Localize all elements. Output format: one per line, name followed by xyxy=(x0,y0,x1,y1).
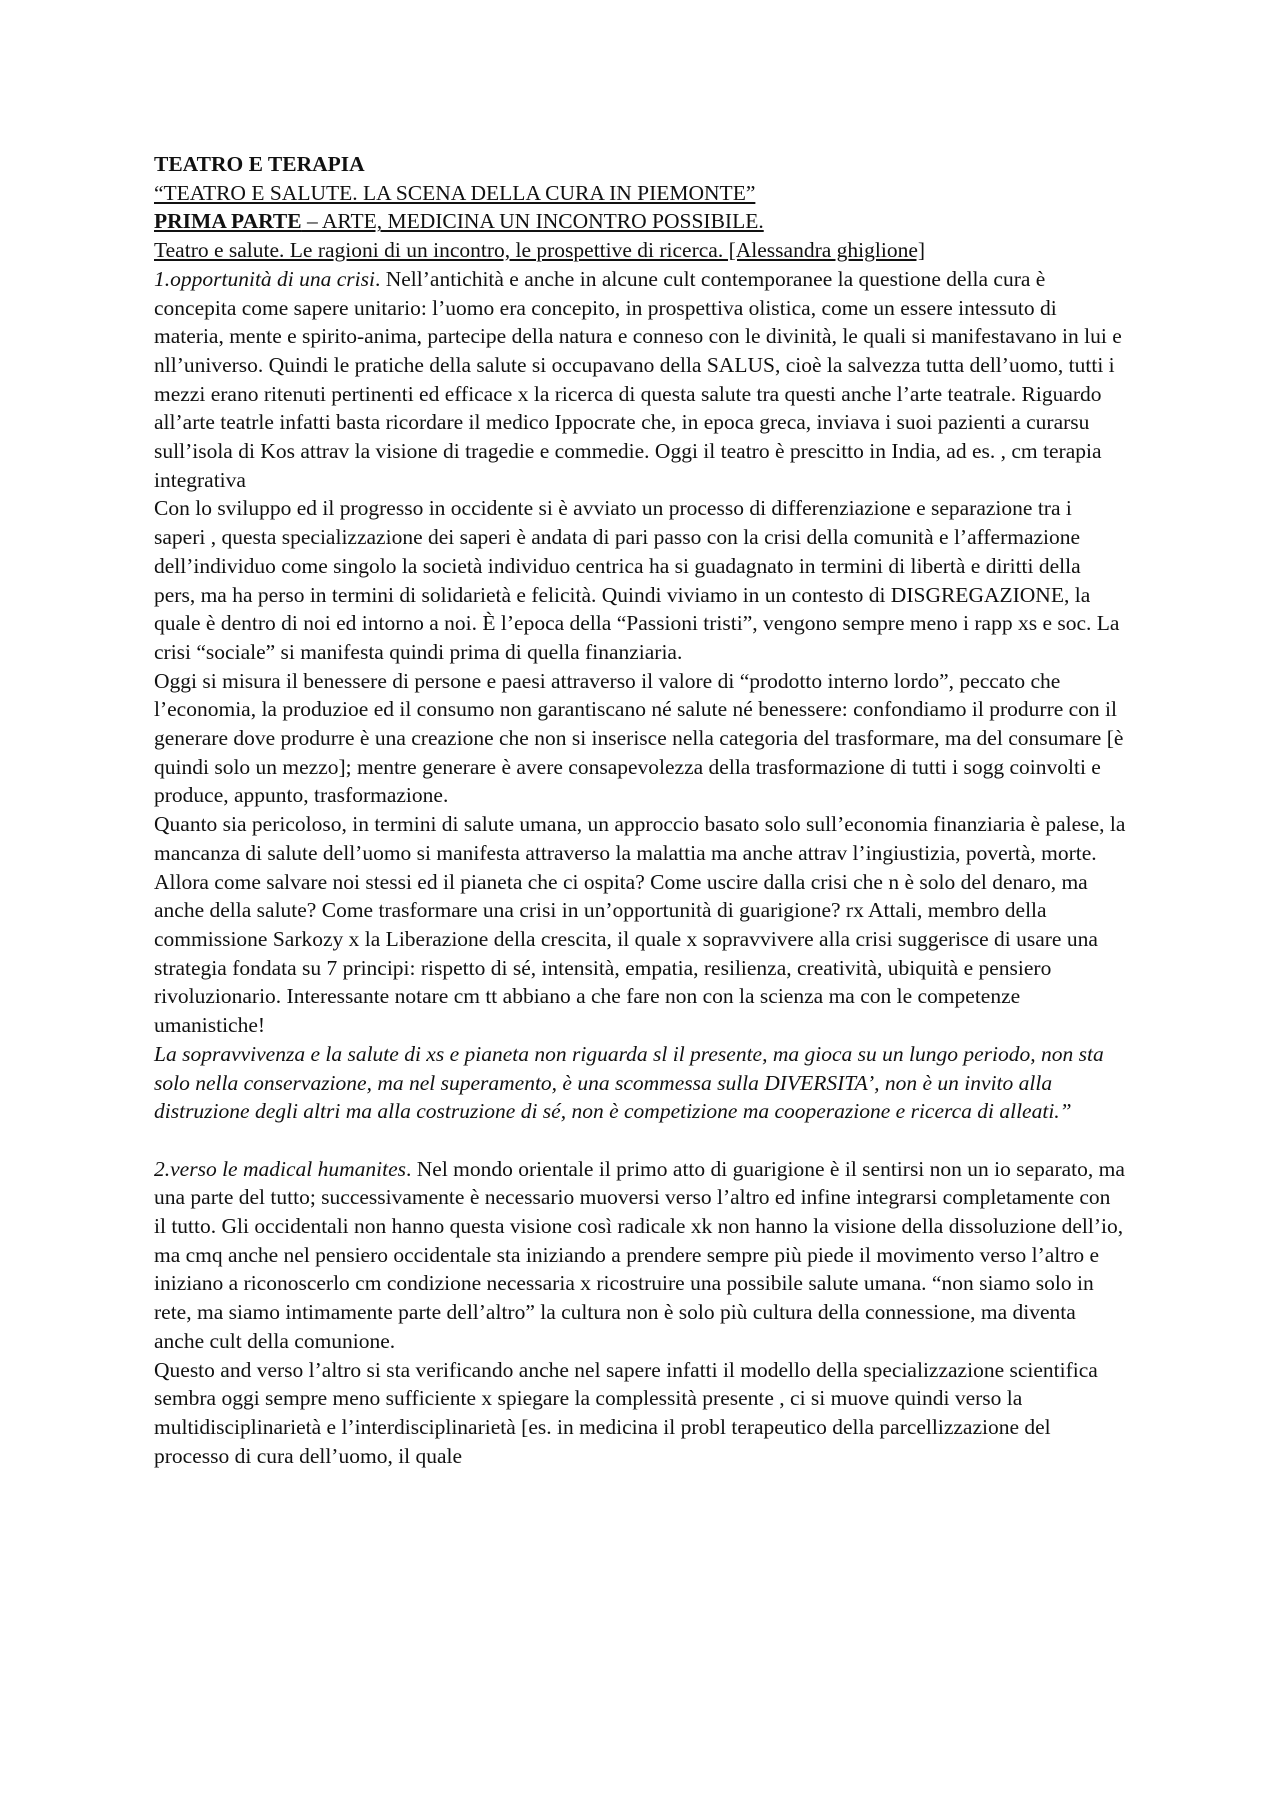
section-1-paragraph-1-text: . Nell’antichità e anche in alcune cult contemporanee la questione della cura è concepita come sapere unitario: l’uomo era concepito, in prospettiva olistica, come un essere intessuto di materia, mente e spirito-anima, partecipe della natura e conneso con le divinità, le quali si manifestavano in lui e nll’universo. Quindi le pratiche della salute si occupavano della SALUS, cioè la salvezza tutta dell’uomo, tutti i mezzi erano ritenuti pertinenti ed efficace x la ricerca di questa salute tra questi anche l’arte teatrale. Riguardo all’arte teatrle infatti basta ricordare il medico Ippocrate che, in epoca greca, inviava i suoi pazienti a curarsu sull’isola di Kos attrav la visione di tragedie e commedie. Oggi il teatro è prescitto in India, ad es. , cm terapia integrativa xyxy=(154,266,1122,492)
section-2-paragraph-1 xyxy=(154,1155,1126,1356)
section-1-paragraph-2: Con lo sviluppo ed il progresso in occidente si è avviato un processo di differenziazione e separazione tra i saperi , questa specializzazione dei saperi è andata di pari passo con la crisi della comunità e l’affermazione dell’individuo come singolo la società individuo centrica ha si guadagnato in termini di libertà e diritti della pers, ma ha perso in termini di solidarietà e felicità. Quindi viviamo in un contesto di DISGREGAZIONE, la quale è dentro di noi ed intorno a noi. È l’epoca della “Passioni tristi”, vengono sempre meno i rapp xs e soc. La crisi “sociale” si manifesta quindi prima di quella finanziaria. xyxy=(154,496,1120,664)
section-2-paragraph-2: Questo and verso l’altro si sta verificando anche nel sapere infatti il modello della specializzazione scientifica sembra oggi sempre meno sufficiente x spiegare la complessità presente , ci si muove quindi verso la multidisciplinarietà e l’interdisciplinarietà [es. in medicina il probl terapeutico della parcellizzazione del processo di cura dell’uomo, il quale xyxy=(154,1357,1098,1468)
document-subtitle: “TEATRO E SALUTE. LA SCENA DELLA CURA IN PIEMONTE” xyxy=(154,180,756,205)
part-label: PRIMA PARTE xyxy=(154,209,302,234)
section-2-paragraph-1-text: . Nel mondo orientale il primo atto di guarigione è il sentirsi non un io separato, ma una parte del tutto; successivamente è necessario muoversi verso l’altro ed infine integrarsi completamente con il tutto. Gli occidentali non hanno questa visione così radicale xk non hanno la visione della dissoluzione dell’io, ma cmq anche nel pensiero occidentale sta iniziando a prendere sempre più piede il movimento verso l’altro e iniziano a riconoscerlo cm condizione necessaria x ricostruire una possibile salute umana. “non siamo solo in rete, ma siamo intimamente parte dell’altro” la cultura non è solo più cultura della connessione, ma diventa anche cult della comunione. xyxy=(154,1156,1125,1353)
section-1-paragraph-5: Allora come salvare noi stessi ed il pianeta che ci ospita? Come uscire dalla crisi che n è solo del denaro, ma anche della salute? Come trasformare una crisi in un’opportunità di guarigione? rx Attali, membro della commissione Sarkozy x la Liberazione della crescita, il quale x sopravvivere alla crisi suggerisce di usare una strategia fondata su 7 principi: rispetto di sé, intensità, empatia, resilienza, creatività, ubiquità e pensiero rivoluzionario. Interessante notare cm tt abbiano a che fare non con la scienza ma con le competenze umanistiche! xyxy=(154,869,1098,1038)
section-2-heading: 2.verso le madical humanites xyxy=(154,1156,406,1181)
paragraph-spacer xyxy=(154,1126,1126,1155)
chapter-heading: Teatro e salute. Le ragioni di un incontro, le prospettive di ricerca. [Alessandra ghiglione] xyxy=(154,238,926,263)
section-1-paragraph-4: Quanto sia pericoloso, in termini di salute umana, un approccio basato solo sull’economia finanziaria è palese, la mancanza di salute dell’uomo si manifesta attraverso la malattia ma anche attrav l’ingiustizia, povertà, morte. xyxy=(154,812,1126,865)
document-page xyxy=(154,150,1126,1470)
part-heading xyxy=(154,207,1126,236)
section-1-paragraph-3: Oggi si misura il benessere di persone e paesi attraverso il valore di “prodotto interno lordo”, peccato che l’economia, la produzioe ed il consumo non garantiscano né salute né benessere: confondiamo il produrre con il generare dove produrre è una creazione che non si inserisce nella categoria del trasformare, ma del consumare [è quindi solo un mezzo]; mentre generare è avere consapevolezza della trasformazione di tutti i sogg coinvolti e produce, appunto, trasformazione. xyxy=(154,668,1124,808)
section-1-heading: 1.opportunità di una crisi xyxy=(154,266,375,291)
section-1-paragraph-1 xyxy=(154,265,1126,495)
section-1-quote: La sopravvivenza e la salute di xs e pianeta non riguarda sl il presente, ma gioca su un lungo periodo, non sta solo nella conservazione, ma nel superamento, è una scommessa sulla DIVERSITA’, non è un invito alla distruzione degli altri ma alla costruzione di sé, non è competizione ma cooperazione e ricerca di alleati.” xyxy=(154,1041,1104,1124)
document-title: TEATRO E TERAPIA xyxy=(154,152,365,176)
part-title: – ARTE, MEDICINA UN INCONTRO POSSIBILE. xyxy=(301,209,764,234)
